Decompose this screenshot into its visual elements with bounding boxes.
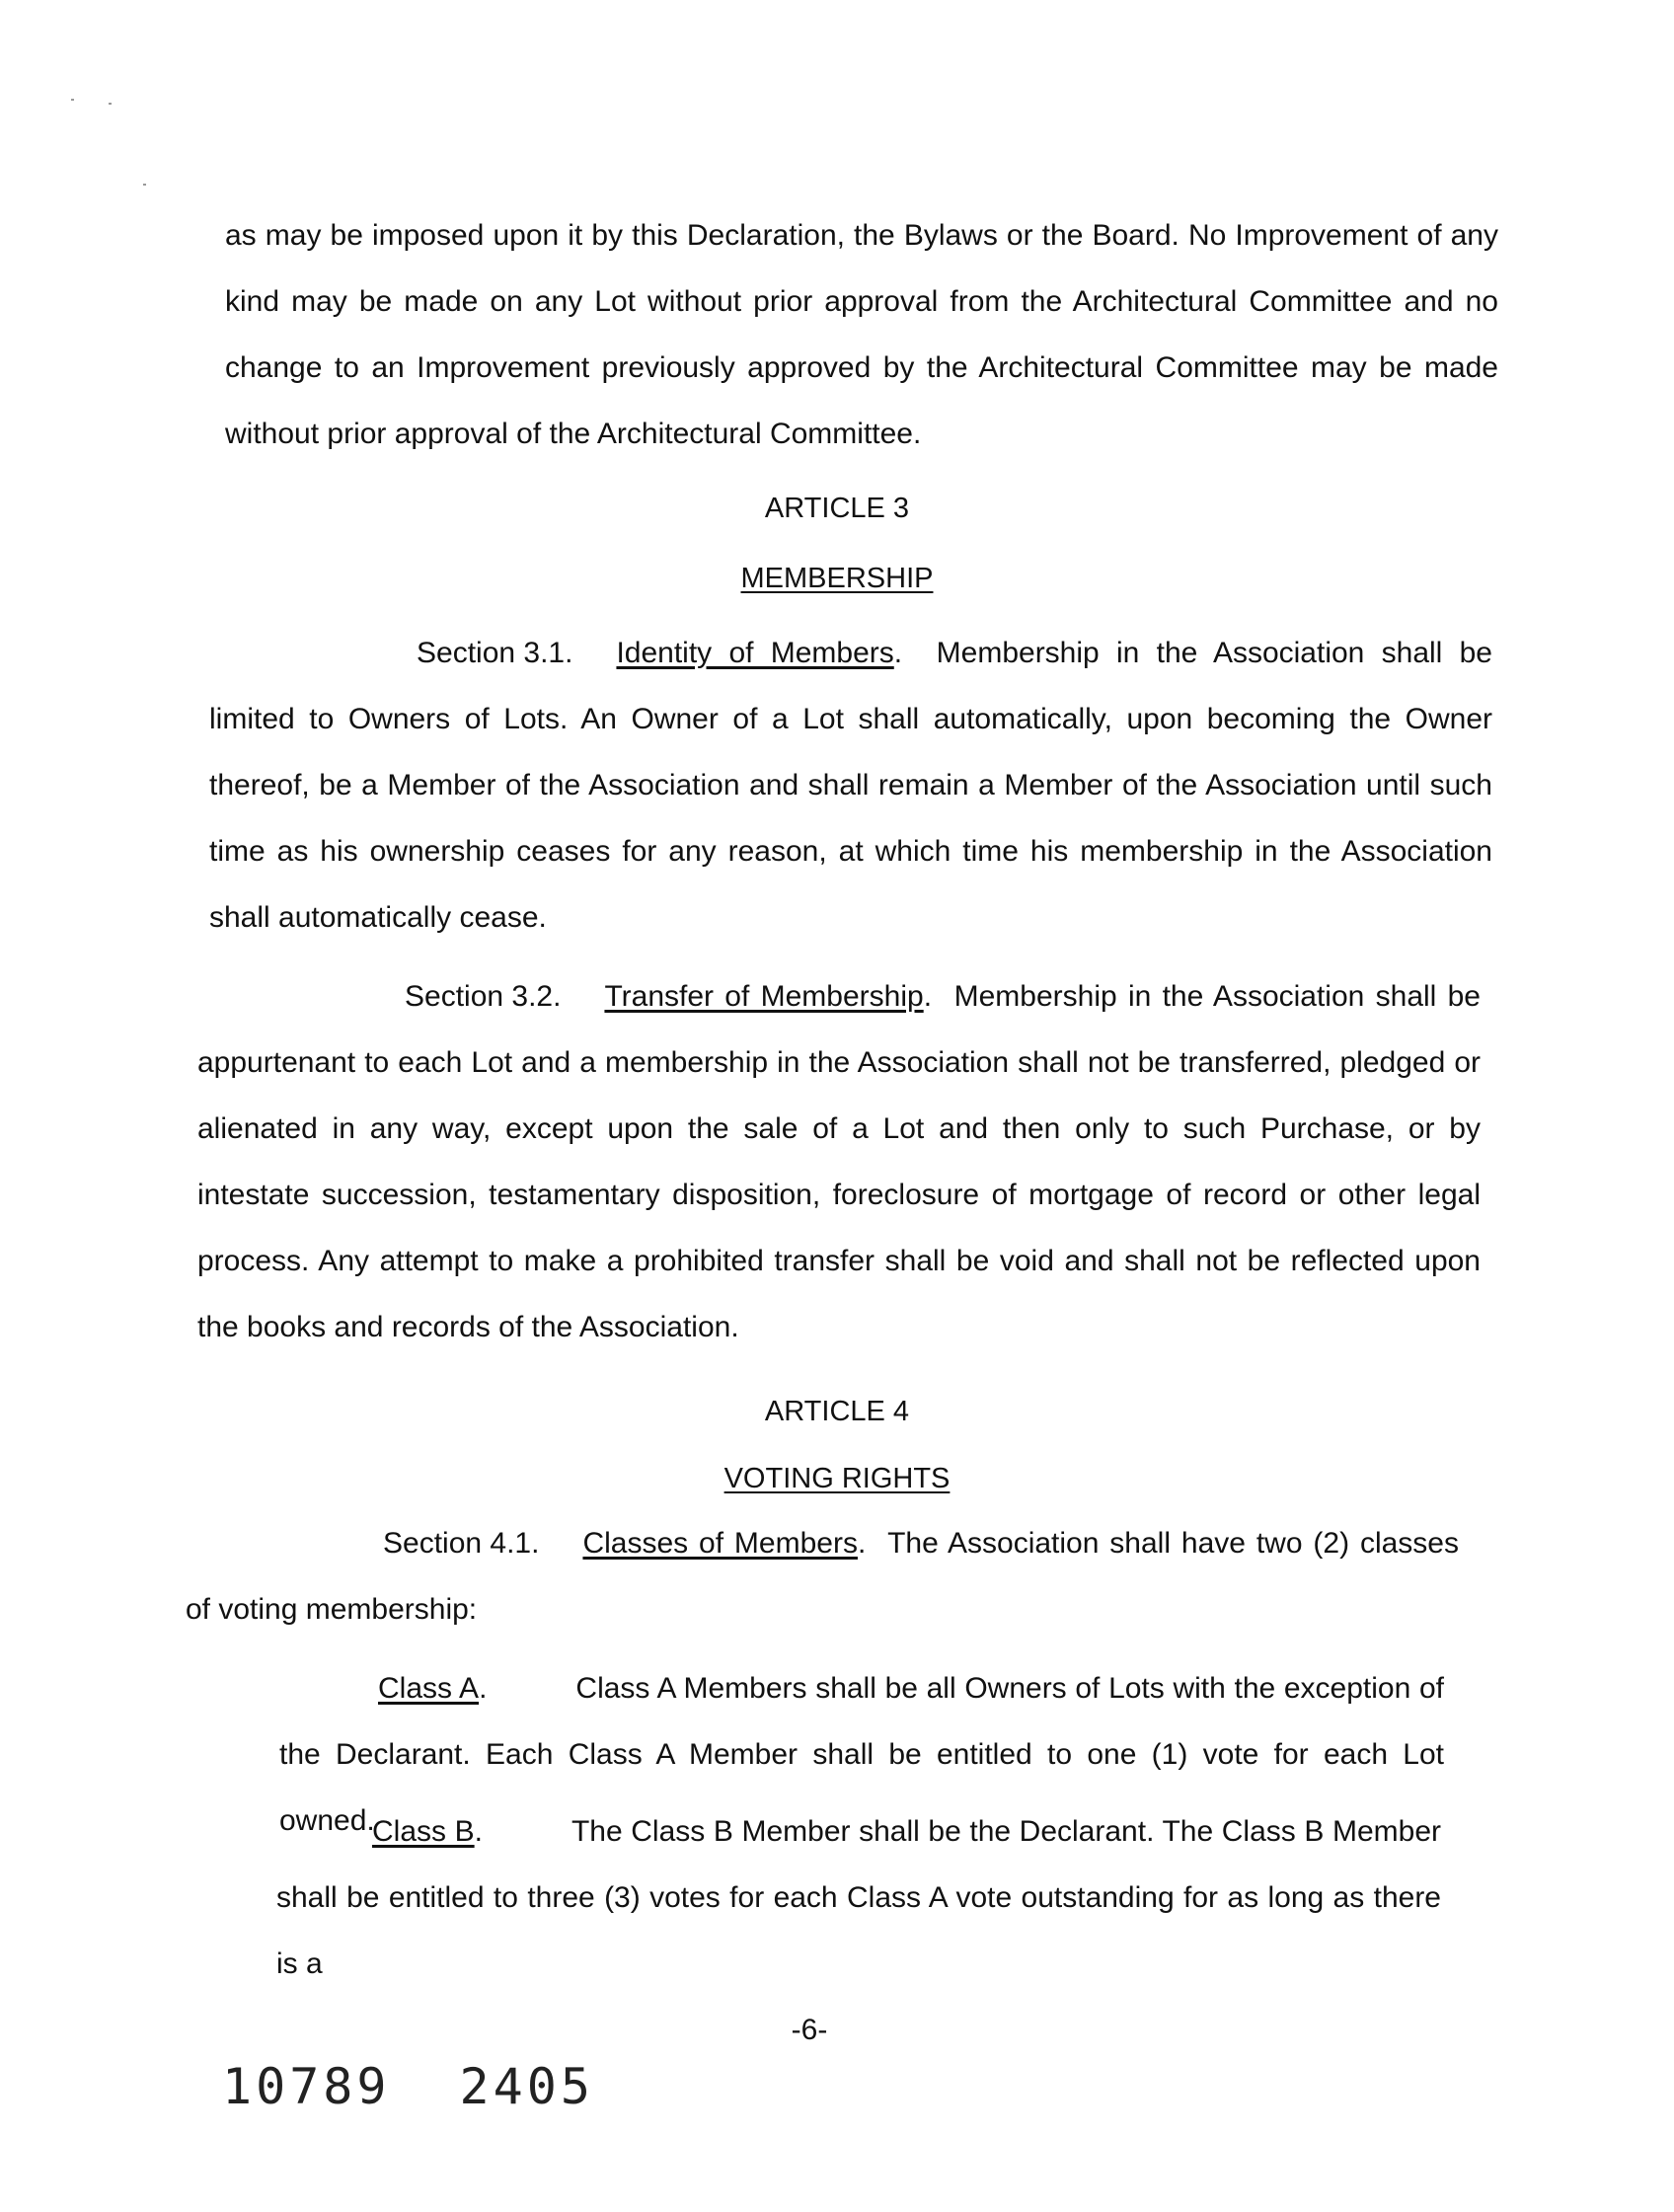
article-4-number <box>0 1392 1674 1431</box>
article-4-title <box>0 1459 1674 1498</box>
class-a-body: Class A Members shall be all Owners of Lots with the exception of the Declarant. Each Class A Member shall be entitled to one (1) vote for each Lot owned. <box>279 1672 1444 1837</box>
section-4-1: Section 4.1. Classes of Members. The Association shall have two (2) classes of voting membership: <box>186 1510 1459 1642</box>
scan-speck <box>143 184 146 186</box>
class-a-label: Class A <box>378 1672 480 1705</box>
continuation-text: as may be imposed upon it by this Declaration, the Bylaws or the Board. No Improvement of any kind may be made on any Lot without prior approval from the Architectural Committee and no change to an Improvement previously approved by the Architectural Committee may be made without prior approval of the Architectural Committee. <box>225 219 1498 450</box>
section-3-2: Section 3.2. Transfer of Membership. Membership in the Association shall be appurtenant to each Lot and a membership in the Association shall not be transferred, pledged or alienated in any way, except upon the sale of a Lot and then only to such Purchase, or by intestate succession, testamentary disposition, foreclosure of mortgage of record or other legal process. Any attempt to make a prohibited transfer shall be void and shall not be reflected upon the books and records of the Association. <box>197 963 1481 1360</box>
class-b-label: Class B <box>372 1815 475 1848</box>
section-4-1-body: The Association shall have two (2) classes of voting membership: <box>186 1527 1459 1626</box>
section-3-1-body: Membership in the Association shall be limited to Owners of Lots. An Owner of a Lot shall automatically, upon becoming the Owner thereof, be a Member of the Association and shall remain a Member of the Association until such time as his ownership ceases for any reason, at which time his membership in the Association shall automatically cease. <box>209 637 1492 934</box>
section-3-2-body: Membership in the Association shall be appurtenant to each Lot and a membership in the Association shall not be transferred, pledged or alienated in any way, except upon the sale of a Lot and then only to such Purchase, or by intestate succession, testamentary disposition, foreclosure of mortgage of record or other legal process. Any attempt to make a prohibited transfer shall be void and shall not be reflected upon the books and records of the Association. <box>197 980 1481 1343</box>
recording-book-number: 10789 <box>222 2058 391 2115</box>
scan-speck <box>71 99 74 101</box>
page-number <box>0 2014 1674 2047</box>
article-3-title <box>0 559 1674 598</box>
class-a: Class A. Class A Members shall be all Owners of Lots with the exception of the Declarant. Each Class A Member shall be entitled to one (1) vote for each Lot owned. <box>279 1672 1444 1837</box>
recording-page-number: 2405 <box>459 2058 594 2115</box>
section-3-1: Section 3.1. Identity of Members. Membership in the Association shall be limited to Owners of Lots. An Owner of a Lot shall automatically, upon becoming the Owner thereof, be a Member of the Association and shall remain a Member of the Association until such time as his ownership ceases for any reason, at which time his membership in the Association shall automatically cease. <box>209 620 1492 951</box>
continuation-paragraph <box>225 202 1498 467</box>
scan-speck <box>109 103 112 105</box>
section-4-1-label: Section 4.1. <box>383 1527 540 1560</box>
article-3-number <box>0 489 1674 528</box>
page-number-text: -6- <box>791 2014 828 2046</box>
section-3-2-label: Section 3.2. <box>405 980 562 1013</box>
recording-stamp <box>222 2058 594 2115</box>
article-3-number-text: ARTICLE 3 <box>764 493 910 524</box>
class-b-body: The Class B Member shall be the Declarant. The Class B Member shall be entitled to three (3) votes for each Class A vote outstanding for as long as there is a <box>276 1815 1441 1980</box>
article-4-number-text: ARTICLE 4 <box>764 1396 910 1427</box>
section-3-1-label: Section 3.1. <box>417 637 573 669</box>
section-3-1-heading: Identity of Members <box>616 637 894 669</box>
article-4-title-text: VOTING RIGHTS <box>723 1463 951 1494</box>
article-3-title-text: MEMBERSHIP <box>740 563 934 594</box>
class-b: Class B. The Class B Member shall be the Declarant. The Class B Member shall be entitled to three (3) votes for each Class A vote outstanding for as long as there is a <box>276 1815 1441 1980</box>
section-3-2-heading: Transfer of Membership <box>604 980 924 1013</box>
section-4-1-heading: Classes of Members <box>582 1527 858 1560</box>
